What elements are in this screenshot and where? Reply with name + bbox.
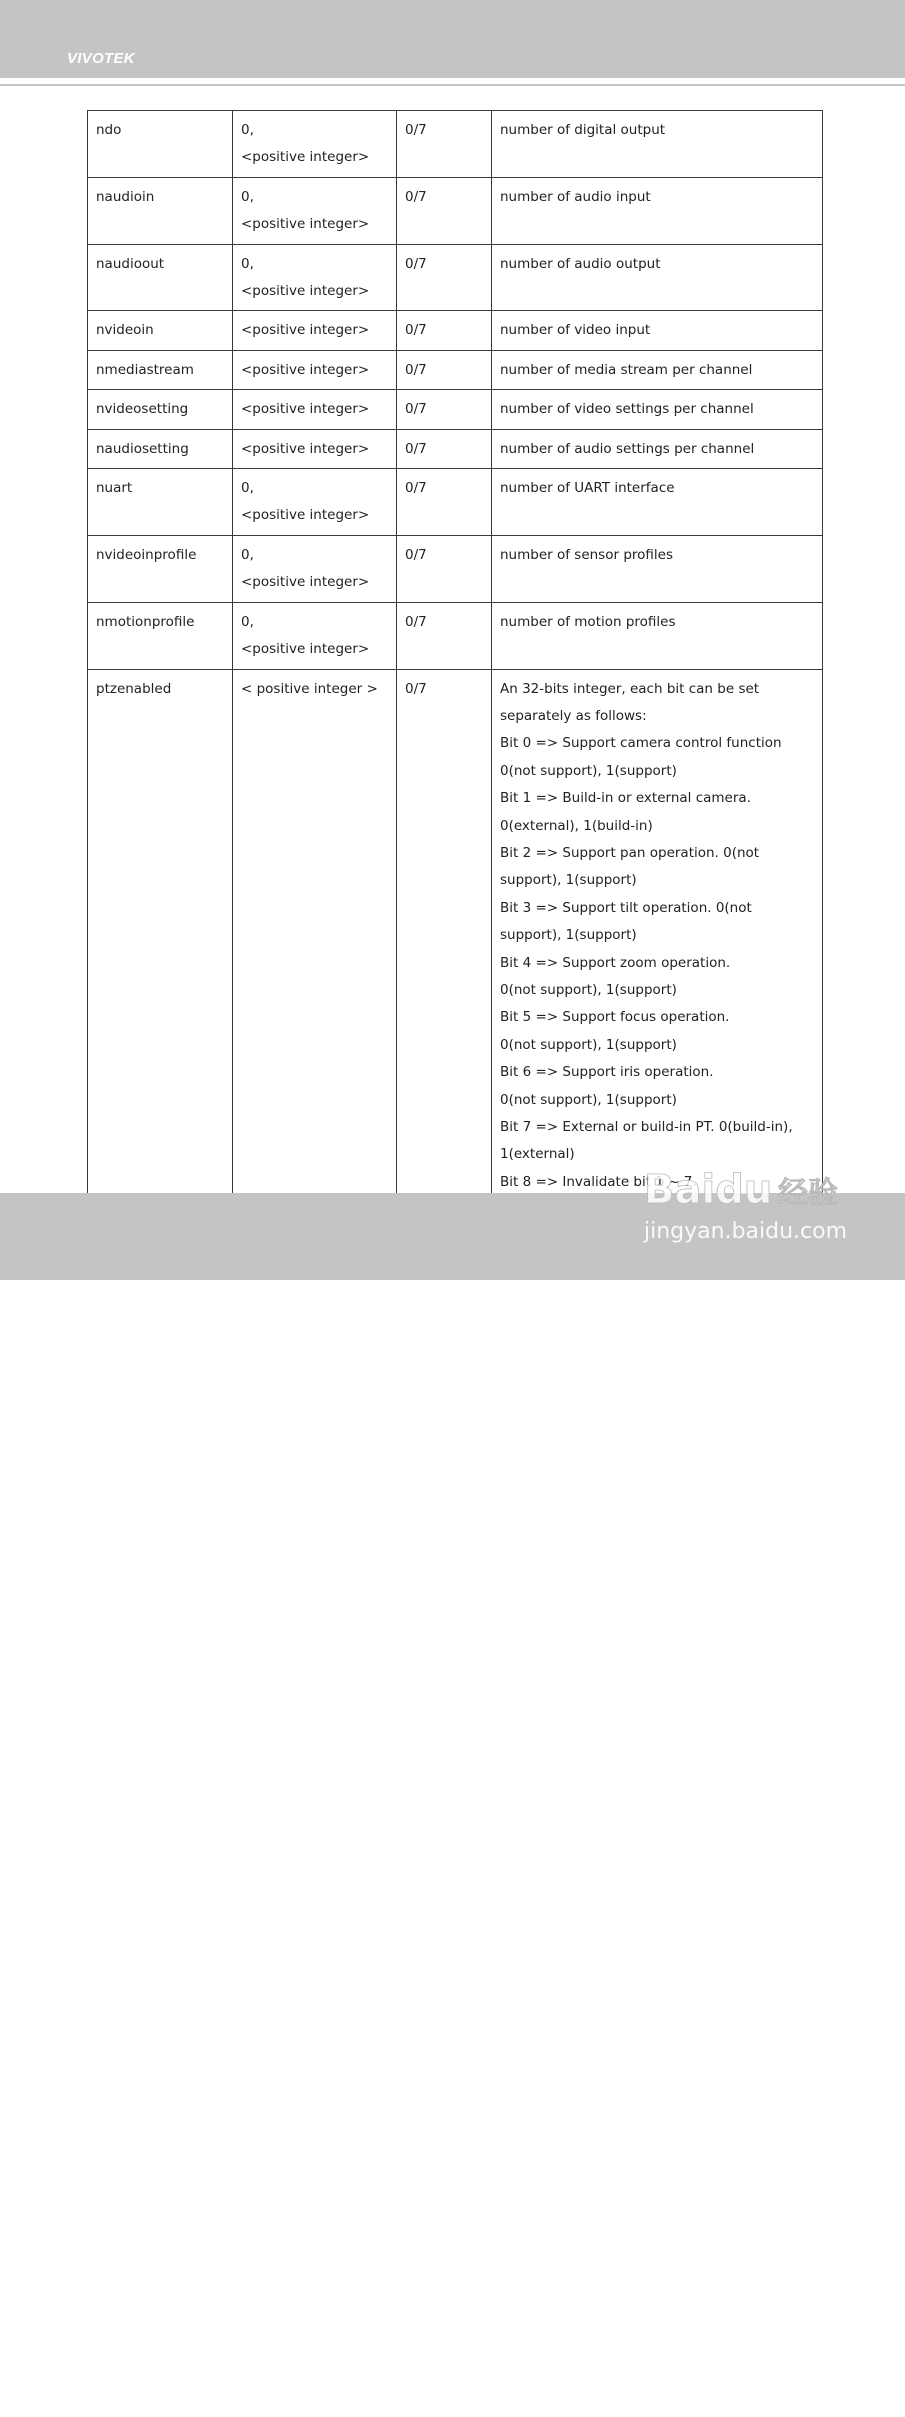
watermark-brand-text: Baidu: [644, 1167, 773, 1213]
param-description-line: number of audio input: [500, 188, 651, 205]
param-description-line: Bit 7 => External or build-in PT. 0(build-in),: [500, 1119, 793, 1135]
param-name-cell: ptzenabled: [88, 669, 233, 1257]
param-description-line: number of audio settings per channel: [500, 440, 755, 457]
param-value-line: 0,: [241, 546, 254, 563]
param-value-line: <positive integer>: [241, 216, 370, 233]
param-description-line: number of media stream per channel: [500, 361, 753, 378]
param-value-line: < positive integer >: [241, 680, 378, 697]
param-name-cell: nmediastream: [88, 350, 233, 389]
param-description-cell: [492, 177, 823, 244]
param-value-cell: [233, 111, 397, 178]
table-row: [88, 111, 823, 178]
baidu-jingyan-watermark: [640, 1145, 860, 1250]
param-description-line: number of UART interface: [500, 480, 675, 497]
param-value-cell: [233, 429, 397, 468]
param-description-line: 0(external), 1(build-in): [500, 817, 653, 834]
param-description-line: number of video input: [500, 322, 651, 339]
param-description-line: 1(external): [500, 1146, 575, 1163]
param-description-line: An 32-bits integer, each bit can be set: [500, 680, 760, 697]
param-name-cell: nvideoin: [88, 311, 233, 350]
param-name-cell: naudiosetting: [88, 429, 233, 468]
param-description-line: Bit 0 => Support camera control function: [500, 735, 782, 752]
param-value-cell: [233, 311, 397, 350]
param-description-cell: [492, 469, 823, 536]
param-description-line: number of motion profiles: [500, 613, 676, 630]
table-row: [88, 390, 823, 429]
param-value-line: <positive integer>: [241, 440, 370, 457]
param-description-line: Bit 8 => Invalidate bit 1 ~ 7.: [500, 1173, 697, 1190]
param-description-cell: [492, 390, 823, 429]
table-row: [88, 429, 823, 468]
param-value-cell: [233, 177, 397, 244]
param-value-line: <positive integer>: [241, 401, 370, 418]
param-value-cell: [233, 602, 397, 669]
param-value-cell: [233, 535, 397, 602]
param-value-line: 0,: [241, 122, 254, 138]
param-description-line: number of digital output: [500, 122, 666, 138]
param-value-line: 0,: [241, 613, 254, 630]
param-value-line: <positive integer>: [241, 507, 370, 524]
param-description-cell: [492, 244, 823, 311]
param-description-line: Bit 3 => Support tilt operation. 0(not: [500, 899, 752, 916]
param-description-line: 0(not support), 1(support): [500, 981, 677, 998]
param-value-cell: [233, 350, 397, 389]
param-value-line: <positive integer>: [241, 149, 370, 166]
table-row: [88, 469, 823, 536]
param-value-line: 0,: [241, 480, 254, 497]
table-row: [88, 602, 823, 669]
param-name-cell: nvideosetting: [88, 390, 233, 429]
param-description-line: Bit 6 => Support iris operation.: [500, 1064, 714, 1081]
param-description-cell: [492, 429, 823, 468]
param-description-line: separately as follows:: [500, 707, 647, 724]
param-name-cell: naudioout: [88, 244, 233, 311]
param-value-line: <positive integer>: [241, 322, 370, 339]
param-security-cell: 0/7: [397, 669, 492, 1257]
parameter-table-body: [88, 111, 823, 1257]
param-description-cell: [492, 602, 823, 669]
param-security-cell: 0/7: [397, 469, 492, 536]
param-description-line: Bit 4 => Support zoom operation.: [500, 954, 731, 971]
table-row: [88, 177, 823, 244]
table-row: [88, 535, 823, 602]
param-description-cell: [492, 311, 823, 350]
param-value-line: <positive integer>: [241, 361, 370, 378]
param-description-cell: [492, 111, 823, 178]
param-security-cell: 0/7: [397, 602, 492, 669]
table-row: [88, 244, 823, 311]
param-security-cell: 0/7: [397, 429, 492, 468]
param-value-cell: [233, 469, 397, 536]
watermark-url-text: jingyan.baidu.com: [644, 1219, 848, 1244]
param-description-line: Bit 1 => Build-in or external camera.: [500, 790, 751, 807]
param-description-cell: [492, 350, 823, 389]
table-row: [88, 350, 823, 389]
param-value-line: 0,: [241, 188, 254, 205]
param-name-cell: nuart: [88, 469, 233, 536]
parameter-table: [87, 110, 823, 1257]
param-value-line: <positive integer>: [241, 574, 370, 591]
param-description-line: number of audio output: [500, 255, 661, 272]
param-description-cell: [492, 535, 823, 602]
param-security-cell: 0/7: [397, 244, 492, 311]
param-name-cell: naudioin: [88, 177, 233, 244]
param-security-cell: 0/7: [397, 177, 492, 244]
param-value-cell: [233, 669, 397, 1257]
table-row: [88, 311, 823, 350]
param-description-line: number of video settings per channel: [500, 401, 754, 418]
page-header: [0, 0, 905, 78]
param-description-line: 0(not support), 1(support): [500, 762, 677, 779]
param-security-cell: 0/7: [397, 111, 492, 178]
brand-logo-text: VIVOTEK: [67, 50, 135, 67]
param-description-line: Bit 2 => Support pan operation. 0(not: [500, 844, 760, 861]
param-description-line: 0(not support), 1(support): [500, 1036, 677, 1053]
param-value-line: <positive integer>: [241, 641, 370, 658]
page-number-label: 132 - User's Manual: [67, 2402, 183, 2417]
param-description-line: Bit 5 => Support focus operation.: [500, 1009, 730, 1026]
param-security-cell: 0/7: [397, 350, 492, 389]
param-name-cell: nvideoinprofile: [88, 535, 233, 602]
watermark-suffix-text: 经验: [778, 1176, 838, 1211]
param-security-cell: 0/7: [397, 390, 492, 429]
param-description-line: 0(not support), 1(support): [500, 1091, 677, 1108]
param-description-line: support), 1(support): [500, 927, 637, 944]
param-value-cell: [233, 390, 397, 429]
param-security-cell: 0/7: [397, 535, 492, 602]
param-value-cell: [233, 244, 397, 311]
param-value-line: <positive integer>: [241, 283, 370, 300]
param-value-line: 0,: [241, 255, 254, 272]
param-name-cell: ndo: [88, 111, 233, 178]
header-divider: [0, 84, 905, 86]
param-description-line: number of sensor profiles: [500, 546, 673, 563]
param-description-line: support), 1(support): [500, 872, 637, 889]
param-name-cell: nmotionprofile: [88, 602, 233, 669]
param-security-cell: 0/7: [397, 311, 492, 350]
